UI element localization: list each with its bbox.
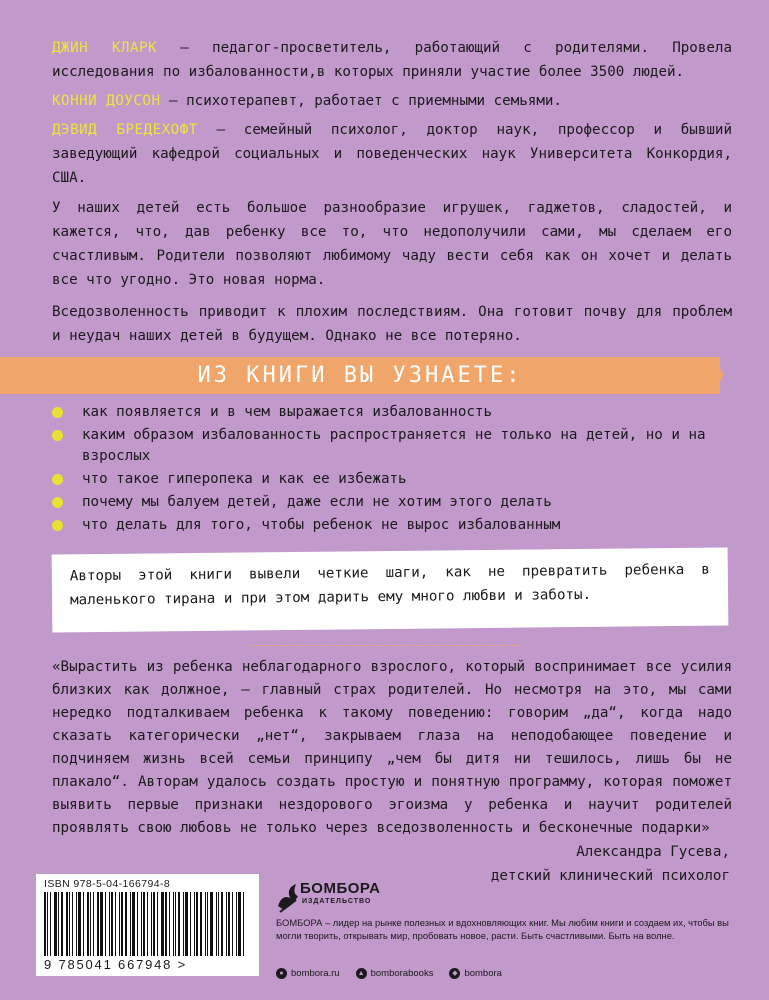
author-bio: [52, 36, 732, 84]
author-description: — психотерапевт, работает с приемными семьями.: [160, 93, 562, 109]
bullet-dot-icon: [52, 430, 63, 441]
globe-icon: ●: [276, 968, 287, 979]
barcode-icon: [44, 892, 251, 956]
list-item: [52, 402, 732, 423]
intro-paragraph: У наших детей есть большое разнообразие игрушек, гаджетов, сладостей, и кажется, что, дав ребенку все то, что недополучили сами, мы сделаем его счастливым. Родители позволяют любимому чаду вести себя как он хочет и делать все что угодно. Это новая норма.: [52, 200, 732, 288]
learn-banner-title: ИЗ КНИГИ ВЫ УЗНАЕТЕ:: [197, 363, 523, 388]
list-item-text: что делать для того, чтобы ребенок не вырос избалованным: [82, 517, 561, 533]
quote-signature: [400, 840, 730, 888]
social-label: bomborabooks: [370, 968, 434, 979]
author-name: КОННИ ДОУСОН: [52, 93, 161, 109]
intro-section: [52, 196, 732, 356]
author-bio: [52, 89, 732, 113]
social-label: bombora.ru: [291, 968, 340, 979]
signature-role: детский клинический психолог: [490, 868, 730, 884]
barcode-box: [36, 874, 259, 976]
callout-text: Авторы этой книги вывели четкие шаги, как не превратить ребенка в маленького тирана и при этом дарить ему много любви и заботы.: [69, 561, 710, 609]
review-quote: «Вырастить из ребенка неблагодарного взрослого, который воспринимает все усилия близких как должное, — главный страх родителей. Но несмотря на это, мы сами нередко подталкиваем ребенка к такому поведению: говорим „да“, когда надо сказать категорически „нет“, закрываем глаза на неподобающее поведение и подчиняем жизнь всей семьи принципу „чем бы дитя ни тешилось, лишь бы не плакало“. Авторам удалось создать простую и понятную программу, которая поможет выявить первые признаки нездорового эгоизма у ребенка и научит родителей проявлять свою любовь не только через вседозволенность и бесконечные подарки»: [52, 659, 732, 836]
publisher-logo-sub: ИЗДАТЕЛЬСТВО: [302, 898, 372, 905]
learn-banner: [0, 357, 720, 394]
bullet-dot-icon: [52, 474, 63, 485]
social-link-site[interactable]: [276, 968, 340, 979]
intro-paragraph: Вседозволенность приводит к плохим последствиям. Она готовит почву для проблем и неудач наших детей в будущем. Однако не все потеряно.: [52, 304, 732, 344]
bullet-dot-icon: [52, 407, 63, 418]
telegram-icon: ◆: [449, 968, 460, 979]
authors-section: [52, 36, 732, 195]
dashed-divider: [250, 645, 520, 646]
author-name: ДЭВИД БРЕДЕХОФТ: [52, 122, 198, 138]
banner-tail-shape: [712, 357, 724, 393]
list-item: [52, 492, 732, 513]
author-name: ДЖИН КЛАРК: [52, 40, 158, 56]
author-description: — педагог-просветитель, работающий с родителями. Провела исследования по избалованности,в которых приняли участие более 3500 людей.: [52, 40, 732, 80]
bullet-dot-icon: [52, 497, 63, 508]
learn-list: [52, 402, 732, 538]
list-item-text: почему мы балуем детей, даже если не хотим этого делать: [82, 494, 552, 510]
list-item: [52, 425, 732, 467]
list-item: [52, 469, 732, 490]
publisher-logo-name: БОМБОРА: [300, 880, 381, 897]
social-label: bombora: [464, 968, 502, 979]
signature-name: Александра Гусева,: [576, 844, 730, 860]
list-item-text: что такое гиперопека и как ее избежать: [82, 471, 407, 487]
list-item-text: как появляется и в чем выражается избалованность: [82, 404, 492, 420]
social-link-telegram[interactable]: [449, 968, 502, 979]
social-link-vk[interactable]: [356, 968, 434, 979]
vk-icon: ▲: [356, 968, 367, 979]
list-item: [52, 515, 732, 536]
author-bio: [52, 118, 732, 190]
author-description: — семейный психолог, доктор наук, профессор и бывший заведующий кафедрой социальных и поведенческих наук Университета Конкордия, США.: [52, 122, 732, 186]
social-links: [276, 968, 746, 979]
publisher-description: БОМБОРА – лидер на рынке полезных и вдохновляющих книг. Мы любим книги и создаем их, чтобы вы могли творить, открывать мир, пробовать новое, расти. Быть счастливыми. Быть на волне.: [276, 917, 729, 941]
callout-box: [52, 547, 729, 632]
list-item-text: каким образом избалованность распространяется не только на детей, но и на взрослых: [82, 427, 706, 464]
isbn-label: ISBN 978-5-04-166794-8: [44, 878, 171, 890]
ean-number: 9 785041 667948 >: [44, 957, 188, 972]
bullet-dot-icon: [52, 520, 63, 531]
